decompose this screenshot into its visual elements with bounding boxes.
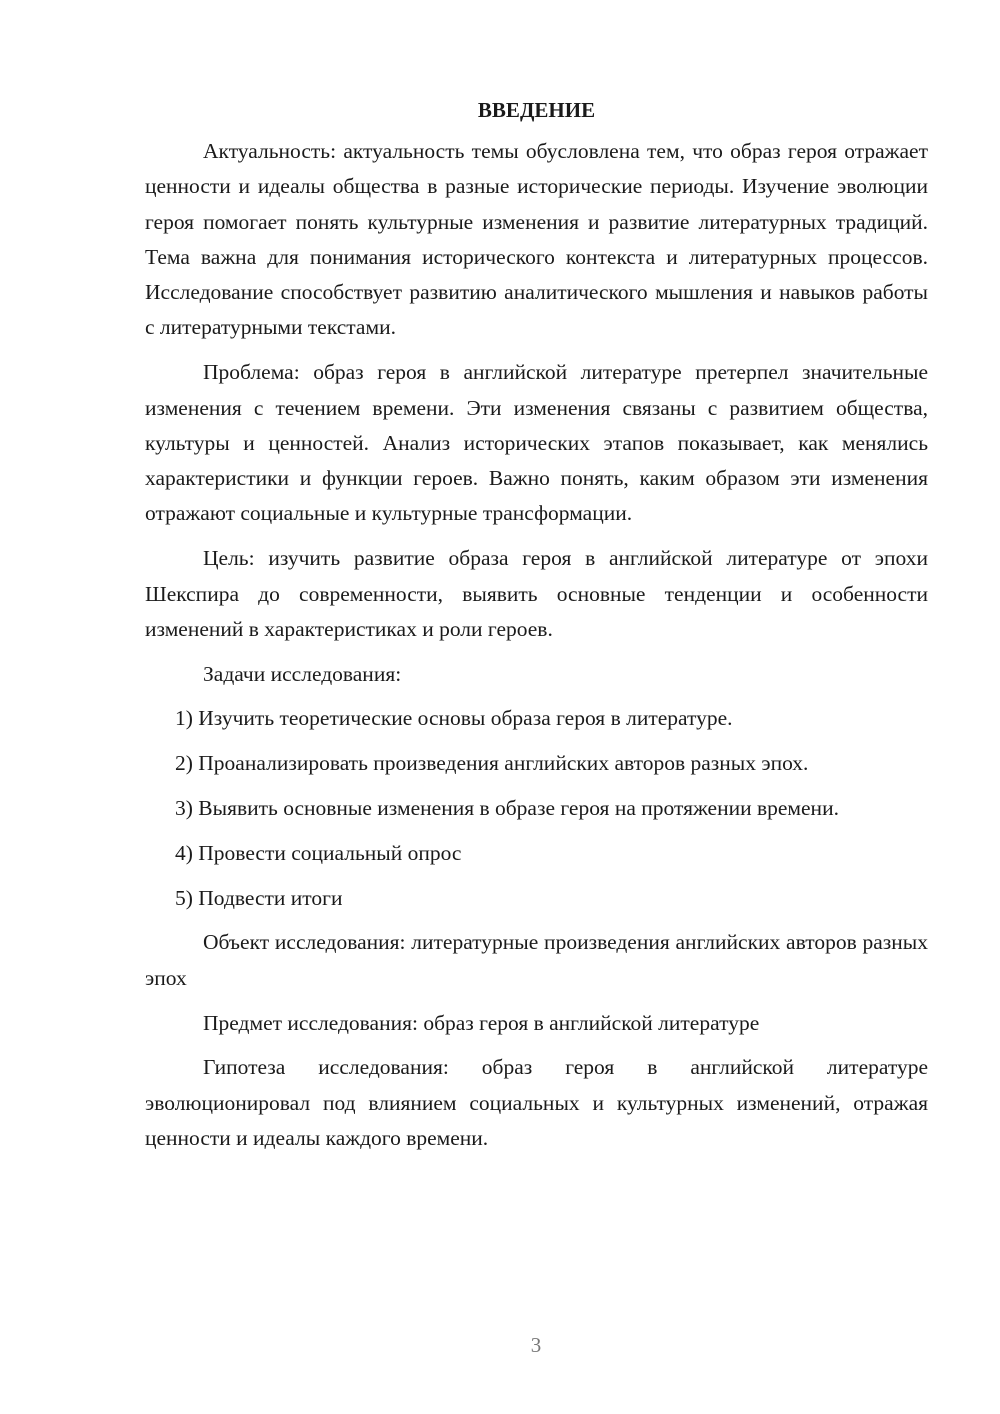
relevance-paragraph: Актуальность: актуальность темы обусловлена тем, что образ героя отражает ценности и идеалы общества в разные исторические периоды. Изучение эволюции героя помогает понять культурные изменения и развитие литературных традиций. Тема важна для понимания исторического контекста и литературных процессов. Исследование способствует развитию аналитического мышления и навыков работы с литературными текстами. — [145, 139, 928, 340]
hypothesis-paragraph: Гипотеза исследования: образ героя в английской литературе эволюционировал под влиянием социальных и культурных изменений, отражая ценности и идеалы каждого времени. — [145, 1055, 928, 1150]
tasks-heading: Задачи исследования: — [203, 661, 402, 686]
goal-paragraph: Цель: изучить развитие образа героя в английской литературе от эпохи Шекспира до современности, выявить основные тенденции и особенности изменений в характеристиках и роли героев. — [145, 546, 928, 641]
task-item-5: 5) Подвести итоги — [175, 885, 343, 910]
page-number: 3 — [530, 1333, 542, 1357]
task-item-2: 2) Проанализировать произведения английских авторов разных эпох. — [175, 751, 809, 776]
problem-paragraph: Проблема: образ героя в английской литературе претерпел значительные изменения с течением времени. Эти изменения связаны с развитием общества, культуры и ценностей. Анализ исторических этапов показывает, как менялись характеристики и функции героев. Важно понять, каким образом эти изменения отражают социальные и культурные трансформации. — [145, 360, 928, 526]
task-item-4: 4) Провести социальный опрос — [175, 840, 462, 865]
task-item-3: 3) Выявить основные изменения в образе героя на протяжении времени. — [175, 796, 839, 821]
object-paragraph: Объект исследования: литературные произведения английских авторов разных эпох — [145, 930, 928, 990]
task-item-1: 1) Изучить теоретические основы образа героя в литературе. — [175, 706, 733, 731]
subject-paragraph: Предмет исследования: образ героя в английской литературе — [203, 1010, 760, 1035]
section-heading: ВВЕДЕНИЕ — [477, 98, 596, 122]
document-page — [145, 92, 928, 1166]
